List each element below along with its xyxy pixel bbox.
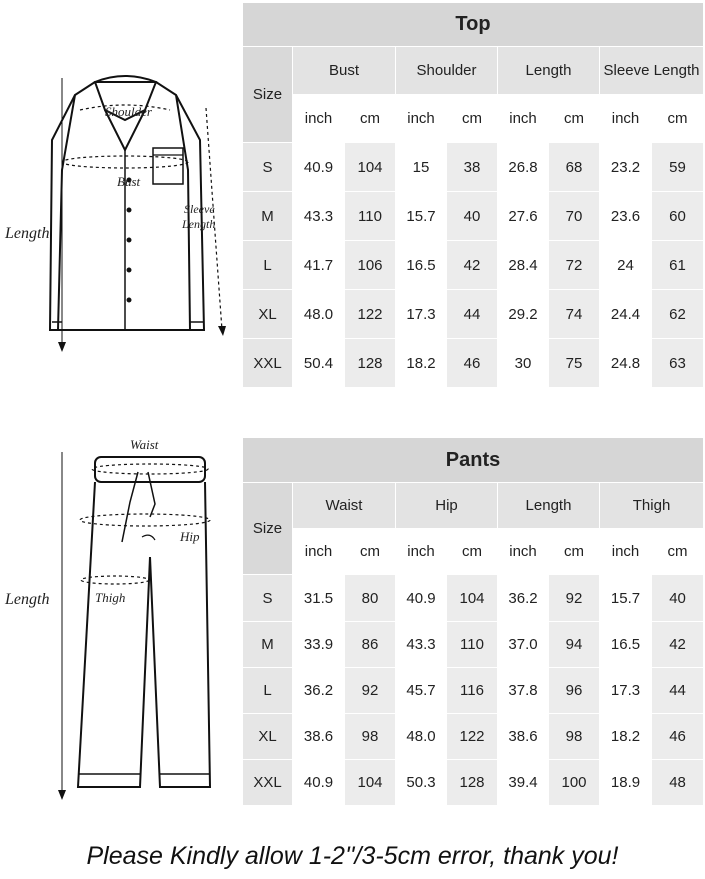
value-cell: 31.5 (293, 575, 345, 622)
top-col-shoulder: Shoulder (396, 47, 498, 95)
unit-cell: cm (345, 95, 396, 143)
value-cell: 40.9 (293, 143, 345, 192)
value-cell: 36.2 (498, 575, 549, 622)
value-cell: 61 (652, 241, 704, 290)
value-cell: 27.6 (498, 192, 549, 241)
sleeve-label-line1: Sleeve (184, 202, 215, 216)
value-cell: 33.9 (293, 622, 345, 668)
size-cell: XL (243, 290, 293, 339)
top-size-header: Size (243, 47, 293, 143)
table-row (243, 241, 704, 290)
value-cell: 24 (600, 241, 652, 290)
value-cell: 50.3 (396, 760, 447, 806)
waist-label: Waist (130, 437, 159, 452)
value-cell: 110 (345, 192, 396, 241)
top-col-bust: Bust (293, 47, 396, 95)
size-cell: S (243, 143, 293, 192)
value-cell: 98 (345, 714, 396, 760)
pants-col-thigh: Thigh (600, 483, 704, 529)
unit-cell: inch (498, 529, 549, 575)
table-row (243, 575, 704, 622)
value-cell: 122 (345, 290, 396, 339)
top-col-length: Length (498, 47, 600, 95)
value-cell: 28.4 (498, 241, 549, 290)
value-cell: 16.5 (600, 622, 652, 668)
unit-cell: inch (600, 95, 652, 143)
value-cell: 96 (549, 668, 600, 714)
pants-col-waist: Waist (293, 483, 396, 529)
value-cell: 23.6 (600, 192, 652, 241)
value-cell: 26.8 (498, 143, 549, 192)
value-cell: 94 (549, 622, 600, 668)
size-cell: XL (243, 714, 293, 760)
hip-label: Hip (180, 529, 200, 544)
unit-cell: cm (447, 95, 498, 143)
size-cell: XXL (243, 339, 293, 388)
value-cell: 15.7 (600, 575, 652, 622)
pants-illustration (0, 432, 240, 812)
value-cell: 74 (549, 290, 600, 339)
value-cell: 45.7 (396, 668, 447, 714)
value-cell: 106 (345, 241, 396, 290)
value-cell: 42 (652, 622, 704, 668)
unit-cell: cm (652, 95, 704, 143)
value-cell: 17.3 (396, 290, 447, 339)
table-row (243, 192, 704, 241)
value-cell: 23.2 (600, 143, 652, 192)
value-cell: 15 (396, 143, 447, 192)
size-cell: XXL (243, 760, 293, 806)
value-cell: 75 (549, 339, 600, 388)
value-cell: 50.4 (293, 339, 345, 388)
unit-cell: cm (549, 95, 600, 143)
value-cell: 38.6 (293, 714, 345, 760)
size-cell: M (243, 192, 293, 241)
pants-col-length: Length (498, 483, 600, 529)
value-cell: 43.3 (293, 192, 345, 241)
value-cell: 30 (498, 339, 549, 388)
unit-cell: cm (447, 529, 498, 575)
value-cell: 38.6 (498, 714, 549, 760)
value-cell: 24.8 (600, 339, 652, 388)
value-cell: 104 (345, 760, 396, 806)
value-cell: 37.8 (498, 668, 549, 714)
value-cell: 39.4 (498, 760, 549, 806)
sleeve-label-line2: Length (182, 217, 216, 231)
value-cell: 29.2 (498, 290, 549, 339)
thigh-label: Thigh (95, 590, 126, 605)
value-cell: 70 (549, 192, 600, 241)
value-cell: 38 (447, 143, 498, 192)
unit-cell: inch (498, 95, 549, 143)
table-row (243, 622, 704, 668)
unit-cell: cm (549, 529, 600, 575)
shirt-illustration (0, 60, 240, 360)
value-cell: 128 (447, 760, 498, 806)
unit-cell: cm (652, 529, 704, 575)
unit-cell: cm (345, 529, 396, 575)
table-row (243, 714, 704, 760)
size-cell: M (243, 622, 293, 668)
value-cell: 40.9 (293, 760, 345, 806)
table-row (243, 290, 704, 339)
value-cell: 122 (447, 714, 498, 760)
value-cell: 40 (652, 575, 704, 622)
value-cell: 60 (652, 192, 704, 241)
value-cell: 104 (447, 575, 498, 622)
top-table-title: Top (243, 3, 704, 47)
value-cell: 43.3 (396, 622, 447, 668)
value-cell: 92 (549, 575, 600, 622)
unit-cell: inch (600, 529, 652, 575)
pants-table-title: Pants (243, 438, 704, 483)
value-cell: 100 (549, 760, 600, 806)
value-cell: 41.7 (293, 241, 345, 290)
value-cell: 46 (652, 714, 704, 760)
value-cell: 104 (345, 143, 396, 192)
pants-length-label: Length (5, 591, 50, 608)
top-length-label: Length (5, 225, 50, 242)
value-cell: 44 (652, 668, 704, 714)
value-cell: 62 (652, 290, 704, 339)
value-cell: 86 (345, 622, 396, 668)
value-cell: 24.4 (600, 290, 652, 339)
top-col-sleeve-length: Sleeve Length (600, 47, 704, 95)
pants-size-table (242, 437, 704, 806)
value-cell: 16.5 (396, 241, 447, 290)
top-size-table (242, 2, 704, 388)
unit-cell: inch (396, 95, 447, 143)
value-cell: 92 (345, 668, 396, 714)
size-cell: L (243, 668, 293, 714)
value-cell: 46 (447, 339, 498, 388)
value-cell: 40 (447, 192, 498, 241)
value-cell: 98 (549, 714, 600, 760)
value-cell: 68 (549, 143, 600, 192)
value-cell: 42 (447, 241, 498, 290)
value-cell: 15.7 (396, 192, 447, 241)
bust-label: Bust (117, 174, 141, 189)
unit-cell: inch (396, 529, 447, 575)
value-cell: 110 (447, 622, 498, 668)
value-cell: 17.3 (600, 668, 652, 714)
table-row (243, 339, 704, 388)
shoulder-label: Shoulder (105, 104, 152, 119)
value-cell: 59 (652, 143, 704, 192)
value-cell: 116 (447, 668, 498, 714)
value-cell: 72 (549, 241, 600, 290)
size-cell: S (243, 575, 293, 622)
value-cell: 36.2 (293, 668, 345, 714)
unit-cell: inch (293, 529, 345, 575)
table-row (243, 668, 704, 714)
unit-cell: inch (293, 95, 345, 143)
value-cell: 48.0 (396, 714, 447, 760)
size-cell: L (243, 241, 293, 290)
value-cell: 80 (345, 575, 396, 622)
value-cell: 48 (652, 760, 704, 806)
value-cell: 37.0 (498, 622, 549, 668)
value-cell: 18.2 (396, 339, 447, 388)
value-cell: 44 (447, 290, 498, 339)
value-cell: 18.9 (600, 760, 652, 806)
table-row (243, 143, 704, 192)
pants-col-hip: Hip (396, 483, 498, 529)
value-cell: 48.0 (293, 290, 345, 339)
table-row (243, 760, 704, 806)
pants-size-header: Size (243, 483, 293, 575)
value-cell: 40.9 (396, 575, 447, 622)
value-cell: 18.2 (600, 714, 652, 760)
value-cell: 63 (652, 339, 704, 388)
error-tolerance-note: Please Kindly allow 1-2''/3-5cm error, thank you! (86, 842, 619, 870)
value-cell: 128 (345, 339, 396, 388)
